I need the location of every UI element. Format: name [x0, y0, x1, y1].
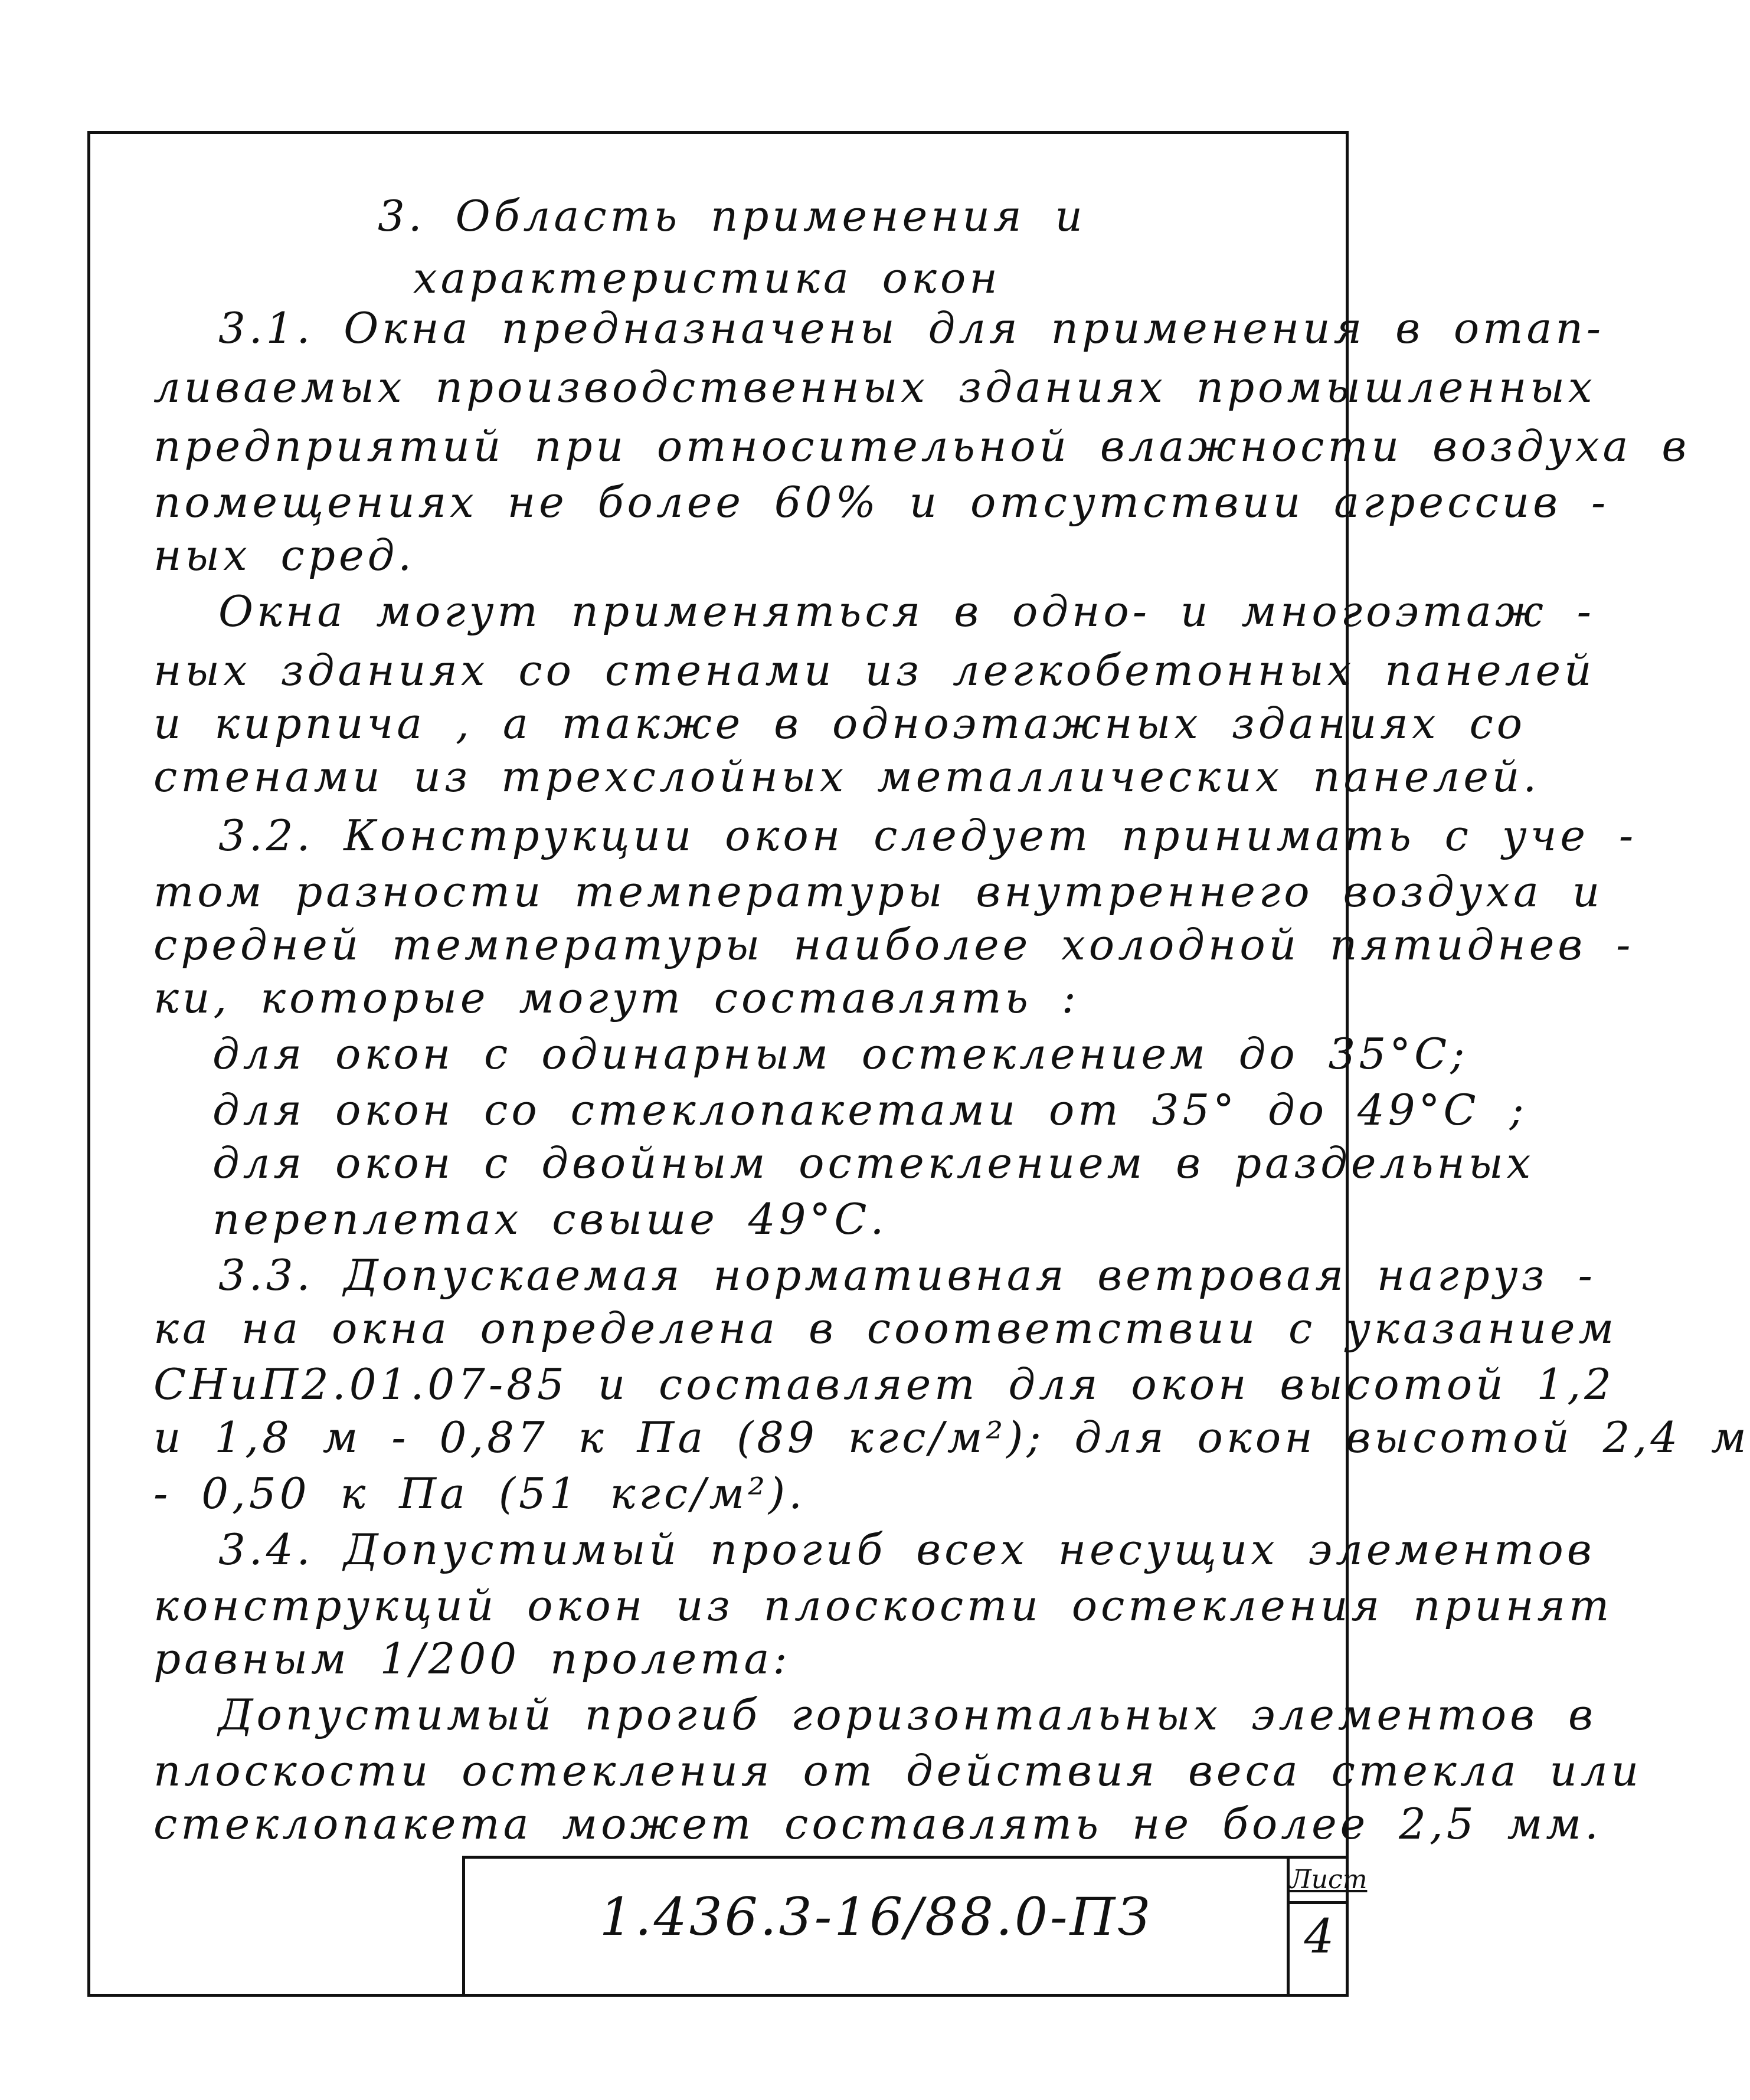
paragraph-line: том разности температуры внутреннего воздуха и: [153, 867, 1604, 916]
section-title-line-2: характеристика окон: [413, 253, 1001, 303]
paragraph-line: ливаемых производственных зданиях промышленных: [153, 362, 1596, 412]
paragraph-line: плоскости остекления от действия веса стекла или: [153, 1746, 1643, 1796]
paragraph-line: 3.2. Конструкции окон следует принимать с уче -: [218, 811, 1637, 860]
paragraph-line: 3.4. Допустимый прогиб всех несущих элементов: [218, 1525, 1595, 1574]
list-item: переплетах свыше 49°С.: [212, 1194, 888, 1244]
paragraph-line: и кирпича , а также в одноэтажных зданиях со: [153, 699, 1526, 748]
paragraph-line: Окна могут применяться в одно- и многоэтаж -: [218, 587, 1595, 636]
sheet-label: Лист: [1290, 1859, 1349, 1904]
list-item: для окон со стеклопакетами от 35° до 49°С ;: [212, 1085, 1527, 1135]
paragraph-line: ки, которые могут составлять :: [153, 973, 1080, 1023]
paragraph-line: предприятий при относительной влажности воздуха в: [153, 421, 1690, 471]
paragraph-line: СНиП2.01.07-85 и составляет для окон высотой 1,2: [153, 1359, 1615, 1409]
sheet-number: 4: [1304, 1909, 1334, 1964]
list-item: для окон с одинарным остеклением до 35°С;: [212, 1029, 1468, 1079]
document-code: 1.436.3-16/88.0-ПЗ: [599, 1886, 1153, 1947]
list-item: для окон с двойным остеклением в раздельных: [212, 1138, 1535, 1188]
paragraph-line: конструкций окон из плоскости остекления принят: [153, 1581, 1613, 1630]
paragraph-line: стеклопакета может составлять не более 2,5 мм.: [153, 1799, 1602, 1849]
paragraph-line: и 1,8 м - 0,87 к Па (89 кгс/м²); для окон высотой 2,4 м: [153, 1413, 1750, 1462]
paragraph-line: ных сред.: [153, 530, 416, 580]
sheet-cell: [1287, 1859, 1368, 1997]
paragraph-line: помещениях не более 60% и отсутствии агрессив -: [153, 477, 1610, 527]
title-block: [462, 1856, 1368, 1997]
paragraph-line: ных зданиях со стенами из легкобетонных панелей: [153, 646, 1595, 695]
paragraph-line: Допустимый прогиб горизонтальных элементов в: [218, 1690, 1597, 1739]
paragraph-line: стенами из трехслойных металлических панелей.: [153, 752, 1540, 801]
paragraph-line: - 0,50 к Па (51 кгс/м²).: [153, 1469, 806, 1518]
paragraph-line: 3.1. Окна предназначены для применения в отап-: [218, 303, 1605, 353]
section-title-line-1: 3. Область применения и: [378, 191, 1086, 241]
paragraph-line: 3.3. Допускаемая нормативная ветровая нагруз -: [218, 1250, 1596, 1300]
paragraph-line: средней температуры наиболее холодной пятиднев -: [153, 920, 1634, 969]
paragraph-line: ка на окна определена в соответствии с указанием: [153, 1303, 1618, 1353]
paragraph-line: равным 1/200 пролета:: [153, 1634, 791, 1683]
